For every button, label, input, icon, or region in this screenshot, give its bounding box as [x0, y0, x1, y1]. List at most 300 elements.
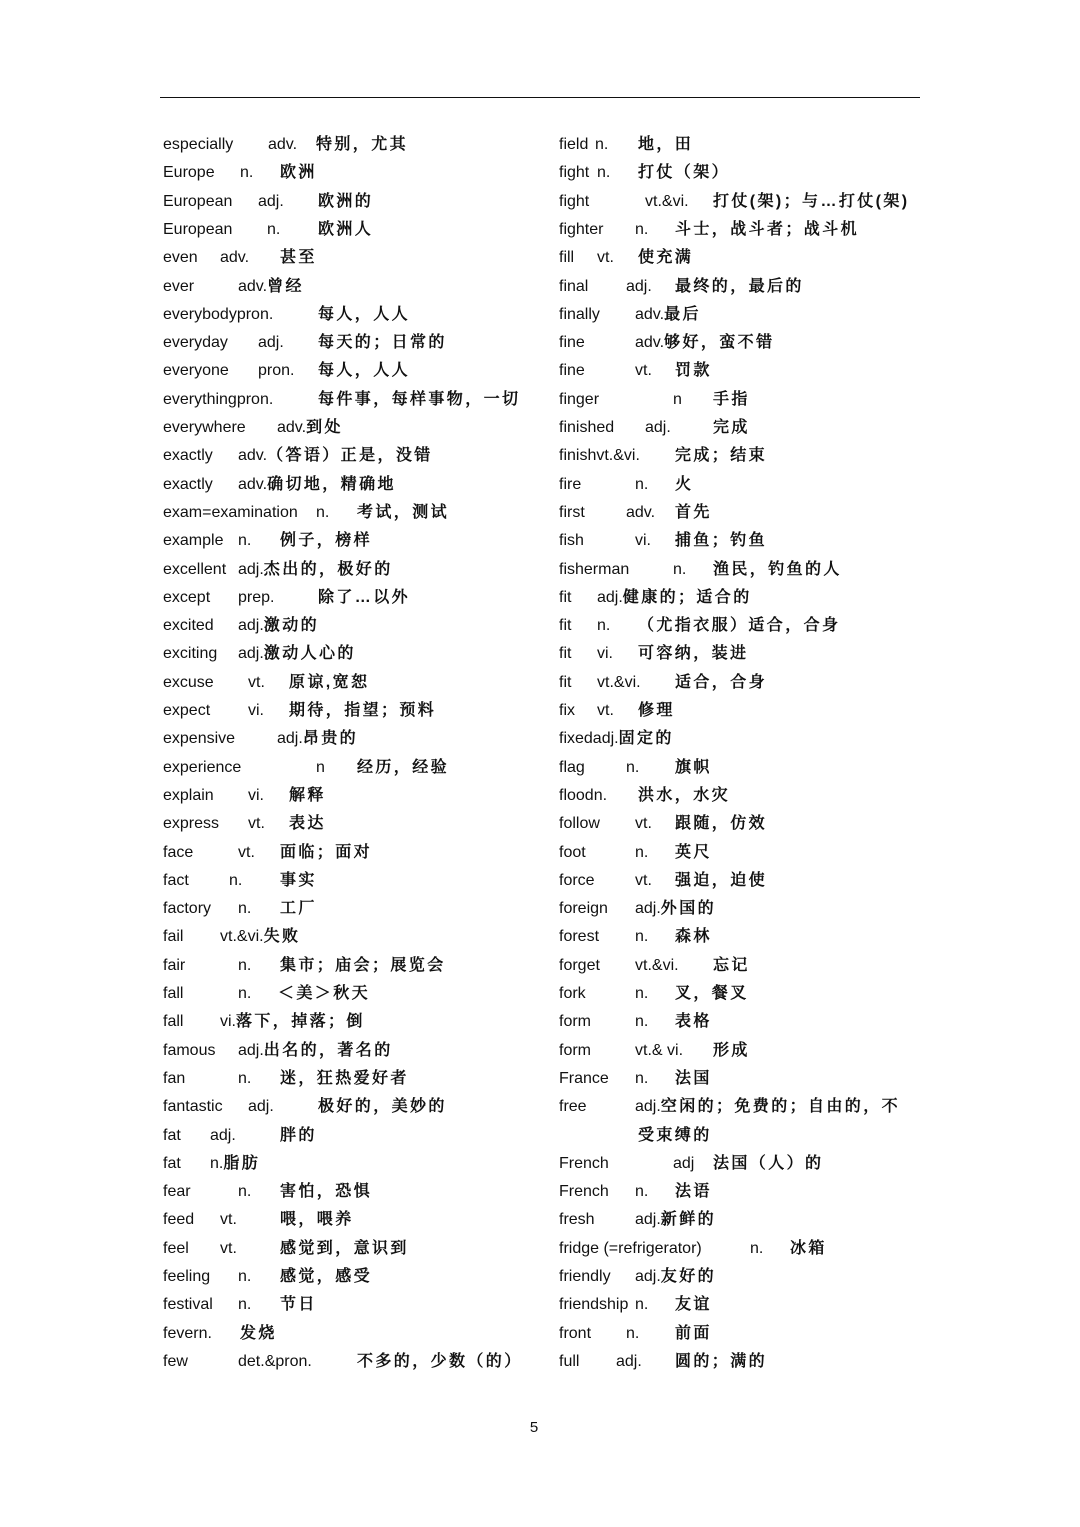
entry-pos: vt.	[248, 815, 265, 833]
entry-segment	[675, 814, 767, 834]
entry-segment	[638, 644, 748, 664]
vocab-entry	[163, 843, 553, 863]
entry-meaning: 每人，人人	[318, 305, 411, 323]
entry-pos: adv.	[220, 249, 250, 267]
entry-meaning: 前面	[675, 1324, 712, 1342]
entry-word: form	[559, 1041, 591, 1059]
entry-segment	[163, 1295, 213, 1315]
entry-segment	[635, 475, 648, 495]
entry-segment	[638, 1126, 712, 1146]
entry-word: flood	[559, 786, 594, 804]
entry-segment	[675, 1012, 712, 1032]
entry-segment	[597, 163, 610, 183]
entry-segment	[675, 361, 712, 381]
entry-word: fight	[559, 164, 590, 182]
entry-segment	[559, 333, 585, 353]
entry-meaning: 修理	[638, 702, 675, 719]
entry-pos: n	[316, 758, 325, 776]
vocab-entry	[163, 758, 553, 778]
entry-meaning: 面临；面对	[280, 843, 373, 861]
entry-pos: vt.&vi.	[220, 928, 264, 946]
entry-meaning: 节日	[280, 1296, 317, 1314]
vocab-entry	[559, 1041, 920, 1061]
entry-meaning: ＜美＞秋天	[278, 985, 371, 1002]
entry-segment	[597, 673, 641, 693]
entry-pos: n.	[238, 956, 252, 974]
entry-pos: vt.&vi.	[597, 673, 641, 691]
entry-segment	[163, 248, 198, 268]
entry-segment	[626, 758, 639, 778]
entry-pos: vt.	[597, 249, 614, 267]
entry-segment	[318, 1097, 447, 1117]
entry-word: foreign	[559, 900, 608, 918]
entry-word: full	[559, 1352, 580, 1370]
entry-segment	[220, 1012, 365, 1032]
entry-meaning: 跟随，仿效	[675, 815, 768, 833]
entry-segment	[559, 305, 600, 325]
entry-meaning: 完成	[713, 419, 750, 436]
entry-segment	[559, 1012, 591, 1032]
vocab-entry	[163, 248, 553, 268]
entry-meaning: 法语	[675, 1183, 712, 1201]
entry-pos: n.	[238, 900, 252, 918]
vocab-entry	[163, 531, 553, 551]
entry-meaning: 斗士，战斗者；战斗机	[675, 220, 860, 238]
entry-segment	[675, 446, 767, 466]
entry-pos: adv.	[635, 334, 665, 352]
vocab-entry	[559, 956, 920, 976]
entry-word: everyday	[163, 334, 228, 352]
entry-meaning: 忘记	[713, 956, 750, 974]
entry-word: even	[163, 249, 198, 267]
entry-segment	[238, 588, 274, 608]
vocab-entry	[559, 758, 920, 778]
vocab-entry	[559, 390, 920, 410]
entry-segment	[559, 531, 584, 551]
entry-segment	[559, 814, 600, 834]
entry-word: fridge (=refrigerator)	[559, 1239, 702, 1257]
entry-segment	[713, 560, 842, 580]
entry-word: excellent	[163, 560, 227, 578]
entry-segment	[163, 1097, 223, 1117]
entry-word: foot	[559, 843, 586, 861]
entry-segment	[559, 729, 674, 749]
entry-segment	[163, 588, 210, 608]
vocab-entry	[163, 560, 553, 580]
entry-segment	[559, 1210, 595, 1230]
entry-word: express	[163, 815, 220, 833]
entry-segment	[163, 1352, 188, 1372]
entry-meaning: 英尺	[675, 843, 712, 861]
entry-segment	[675, 871, 767, 891]
entry-pos: adv.	[238, 475, 268, 493]
entry-meaning: 每件事，每样事物，一切	[318, 390, 521, 408]
vocab-entry	[559, 305, 920, 325]
entry-segment	[280, 1239, 409, 1259]
entry-meaning: 空闲的；免费的；自由的，不	[660, 1098, 900, 1116]
entry-word: fine	[559, 334, 585, 352]
vocab-entry	[163, 899, 553, 919]
entry-segment	[268, 135, 297, 155]
entry-pos: adj.	[238, 1041, 264, 1059]
entry-word: fit	[559, 645, 572, 663]
entry-segment	[163, 616, 214, 636]
entry-pos: n.	[238, 985, 252, 1002]
entry-pos: n.	[267, 220, 281, 238]
entry-meaning: 除了…以外	[318, 588, 411, 606]
entry-segment	[635, 899, 716, 919]
entry-meaning: 完成；结束	[675, 447, 768, 465]
entry-segment	[318, 220, 373, 240]
entry-segment	[559, 135, 588, 155]
entry-segment	[559, 560, 629, 580]
entry-word: follow	[559, 815, 600, 833]
entry-word: everywhere	[163, 419, 246, 436]
entry-pos: n.	[626, 1324, 640, 1342]
entry-segment	[675, 1182, 712, 1202]
entry-segment	[559, 1352, 579, 1372]
entry-segment	[559, 786, 607, 806]
vocab-entry	[559, 446, 920, 466]
entry-meaning: 叉，餐叉	[675, 985, 749, 1002]
entry-segment	[238, 899, 251, 919]
entry-segment	[635, 333, 774, 353]
entry-segment	[559, 956, 600, 976]
vocab-entry	[163, 1069, 553, 1089]
entry-segment	[238, 1267, 251, 1287]
vocab-entry	[559, 1069, 920, 1089]
entry-segment	[163, 871, 189, 891]
entry-pos: adv.	[238, 447, 268, 465]
entry-meaning: 罚款	[675, 362, 712, 380]
entry-word: finally	[559, 305, 600, 323]
entry-segment	[357, 503, 449, 523]
vocab-entry	[559, 1210, 920, 1230]
entry-word: finger	[559, 390, 600, 408]
entry-segment	[220, 248, 249, 268]
entry-segment	[635, 956, 679, 976]
entry-pos: vi.	[220, 1013, 236, 1031]
vocab-entry	[559, 220, 920, 240]
vocab-entry	[163, 475, 553, 495]
vocab-entry	[163, 503, 553, 523]
entry-segment	[163, 673, 214, 693]
entry-segment	[635, 984, 648, 1004]
entry-segment	[163, 475, 213, 495]
entry-pos: n.	[635, 1296, 649, 1314]
vocab-entry	[559, 135, 920, 155]
vocab-entry	[163, 1267, 553, 1287]
entry-word: force	[559, 871, 595, 889]
entry-word: example	[163, 532, 224, 550]
entry-pos: n.	[635, 985, 649, 1002]
entry-meaning: 到处	[306, 419, 343, 436]
vocab-entry	[163, 729, 553, 749]
vocab-entry	[163, 1210, 553, 1230]
entry-word: fall	[163, 985, 184, 1002]
entry-word: fix	[559, 702, 575, 719]
vocab-entry	[163, 644, 553, 664]
entry-pos: adj.	[248, 1098, 274, 1116]
entry-meaning: 法国（人）的	[713, 1154, 824, 1172]
entry-meaning: 强迫，迫使	[675, 871, 768, 889]
entry-word: fact	[163, 871, 189, 889]
entry-word: French	[559, 1183, 609, 1201]
vocab-entry	[559, 1182, 920, 1202]
entry-segment	[559, 1182, 609, 1202]
vocab-entry	[559, 1324, 920, 1344]
entry-segment	[635, 927, 648, 947]
entry-meaning: 确切地，精确地	[267, 475, 396, 493]
vocab-entry	[559, 1012, 920, 1032]
entry-segment	[713, 390, 750, 410]
entry-pos: n.	[635, 475, 649, 493]
entry-segment	[638, 786, 730, 806]
entry-word: forget	[559, 956, 600, 974]
entry-meaning: 集市；庙会；展览会	[280, 956, 446, 974]
vocab-entry	[163, 1126, 553, 1146]
vocab-entry	[559, 163, 920, 183]
entry-word: forest	[559, 928, 600, 946]
entry-pos: n.	[750, 1239, 764, 1257]
entry-segment	[675, 1352, 767, 1372]
entry-pos: vt.	[238, 843, 255, 861]
entry-pos: n.	[198, 1324, 212, 1342]
vocab-entry	[559, 843, 920, 863]
entry-segment	[267, 220, 280, 240]
entry-segment	[673, 1154, 694, 1174]
entry-segment	[210, 1126, 236, 1146]
entry-meaning: 甚至	[280, 249, 317, 267]
entry-segment	[316, 758, 325, 778]
entry-meaning: 欧洲	[280, 164, 317, 182]
entry-segment	[559, 503, 585, 523]
vocab-entry	[559, 1352, 920, 1372]
entry-segment	[357, 758, 449, 778]
entry-meaning: 胖的	[280, 1126, 317, 1144]
entry-meaning: 感觉到，意识到	[280, 1239, 409, 1257]
entry-segment	[597, 588, 752, 608]
entry-segment	[163, 1126, 181, 1146]
entry-segment	[163, 220, 232, 240]
page-number: 5	[529, 1419, 539, 1436]
entry-word: fair	[163, 956, 186, 974]
entry-pos: adj.	[210, 1126, 236, 1144]
entry-segment	[238, 984, 251, 1004]
entry-meaning: 感觉，感受	[280, 1268, 373, 1285]
entry-meaning: 欧洲人	[318, 220, 374, 238]
vocab-entry	[163, 927, 553, 947]
entry-pos: adj.	[277, 730, 303, 748]
entry-pos: vt.&vi.	[635, 956, 679, 974]
entry-segment	[635, 531, 651, 551]
entry-word: fan	[163, 1069, 186, 1087]
entry-segment	[277, 418, 343, 438]
entry-segment	[559, 588, 571, 608]
entry-pos: n.	[595, 136, 609, 153]
entry-word: feel	[163, 1239, 189, 1257]
entry-meaning: 打仗（架）	[638, 164, 731, 182]
entry-meaning: 洪水，水灾	[638, 786, 731, 804]
entry-segment	[220, 1210, 237, 1230]
entry-segment	[318, 333, 447, 353]
entry-segment	[280, 248, 317, 268]
entry-meaning: 期待，指望；预料	[289, 702, 437, 719]
entry-segment	[163, 1154, 181, 1174]
entry-meaning: 激动人心的	[263, 645, 356, 663]
entry-segment	[280, 1267, 372, 1287]
vocab-entry	[163, 1041, 553, 1061]
entry-segment	[238, 616, 319, 636]
entry-meaning: 脂肪	[223, 1154, 261, 1172]
entry-segment	[280, 1295, 317, 1315]
vocab-entry	[559, 644, 920, 664]
vocab-entry	[559, 1239, 920, 1259]
entry-segment	[675, 220, 859, 240]
entry-meaning: 杰出的，极好的	[263, 560, 393, 578]
entry-segment	[559, 1239, 702, 1259]
entry-segment	[559, 927, 599, 947]
entry-pos: adj.	[635, 1098, 661, 1116]
entry-segment	[163, 192, 232, 212]
entry-word: fixed	[559, 730, 593, 748]
entry-segment	[559, 1041, 591, 1061]
entry-segment	[163, 1012, 183, 1032]
entry-pos: adj.	[597, 588, 623, 606]
entry-meaning: 经历，经验	[357, 758, 450, 776]
entry-pos: det.&pron.	[238, 1352, 312, 1370]
entry-meaning: 友好的	[660, 1268, 716, 1285]
entry-word: fever	[163, 1324, 199, 1342]
entry-pos: n.	[238, 1268, 252, 1285]
entry-segment	[163, 843, 193, 863]
vocab-entry	[559, 277, 920, 297]
entry-word: except	[163, 588, 211, 606]
entry-pos: adj	[673, 1154, 695, 1172]
entry-segment	[318, 588, 410, 608]
entry-meaning: 昂贵的	[302, 730, 358, 748]
entry-word: fight	[559, 192, 590, 210]
entry-word: fit	[559, 673, 572, 691]
entry-pos: vi.	[248, 702, 264, 719]
entry-pos: n.	[238, 1069, 252, 1087]
entry-pos: n.	[597, 164, 611, 182]
entry-segment	[713, 1041, 750, 1061]
entry-segment	[638, 616, 840, 636]
entry-segment	[638, 135, 693, 155]
entry-meaning: 使充满	[638, 249, 694, 267]
vocab-entry	[163, 1182, 553, 1202]
entry-segment	[163, 814, 219, 834]
entry-segment	[635, 1295, 648, 1315]
entry-meaning: 发烧	[240, 1324, 277, 1342]
vocab-entry	[559, 588, 920, 608]
entry-pos: n.	[240, 164, 254, 182]
entry-segment	[559, 475, 581, 495]
entry-meaning: 形成	[713, 1041, 750, 1059]
vocab-entry	[163, 390, 553, 410]
entry-segment	[675, 503, 712, 523]
entry-segment	[220, 1239, 237, 1259]
entry-pos: vi.	[635, 532, 651, 550]
entry-segment	[248, 814, 265, 834]
vocab-entry	[559, 871, 920, 891]
entry-pos: adj.	[258, 192, 284, 210]
entry-pos: n.	[238, 532, 252, 550]
entry-word: fresh	[559, 1211, 595, 1229]
entry-pos: n.	[626, 758, 640, 776]
entry-meaning: 表达	[289, 815, 326, 833]
entry-meaning: 首先	[675, 503, 712, 521]
vocab-entry	[559, 984, 920, 1004]
entry-segment	[675, 673, 767, 693]
entry-meaning: 曾经	[267, 277, 304, 295]
entry-segment	[626, 1324, 639, 1344]
entry-segment	[163, 644, 217, 664]
entry-segment	[163, 729, 235, 749]
entry-pos: n.	[635, 1013, 649, 1031]
entry-pos: adj.	[238, 645, 264, 663]
entry-meaning: 打仗(架)；与…打仗(架)	[713, 192, 910, 210]
entry-segment	[675, 531, 767, 551]
entry-segment	[559, 1097, 587, 1117]
entry-pos: n.	[635, 928, 649, 946]
vocab-entry	[163, 361, 553, 381]
entry-segment	[238, 956, 251, 976]
entry-segment	[673, 390, 682, 410]
entry-segment	[675, 843, 712, 863]
entry-segment	[238, 1295, 251, 1315]
entry-meaning: 迷，狂热爱好者	[280, 1069, 409, 1087]
entry-segment	[638, 248, 693, 268]
entry-segment	[635, 305, 701, 325]
entry-word: excuse	[163, 673, 214, 691]
entry-segment	[238, 277, 304, 297]
entry-segment	[675, 758, 712, 778]
entry-word: face	[163, 843, 194, 861]
entry-meaning: 森林	[675, 928, 712, 946]
entry-segment	[318, 192, 373, 212]
entry-meaning: 工厂	[280, 900, 317, 918]
entry-segment	[635, 1069, 648, 1089]
entry-word: final	[559, 277, 589, 295]
left-column	[163, 0, 553, 1400]
entry-segment	[163, 163, 215, 183]
entry-meaning: 最终的，最后的	[675, 277, 804, 295]
entry-pos: adj.	[626, 277, 652, 295]
entry-meaning: 表格	[675, 1013, 712, 1031]
entry-word: everybody	[163, 305, 237, 323]
vocab-entry	[163, 616, 553, 636]
entry-meaning-continued: 受束缚的	[638, 1126, 712, 1144]
entry-meaning: 激动的	[263, 617, 319, 635]
vocab-entry	[559, 248, 920, 268]
entry-segment	[626, 503, 655, 523]
entry-segment	[163, 1182, 191, 1202]
vocab-entry	[163, 446, 553, 466]
entry-word: fill	[559, 249, 575, 267]
vocab-entry	[163, 220, 553, 240]
vocab-entry	[559, 814, 920, 834]
entry-meaning: 例子，榜样	[280, 532, 373, 550]
entry-segment	[559, 1267, 611, 1287]
entry-pos: adj.	[635, 900, 661, 918]
entry-segment	[163, 1324, 212, 1344]
entry-word: fine	[559, 362, 585, 380]
vocab-entry	[163, 277, 553, 297]
entry-segment	[280, 1126, 317, 1146]
vocab-entry-continuation	[559, 1126, 920, 1146]
